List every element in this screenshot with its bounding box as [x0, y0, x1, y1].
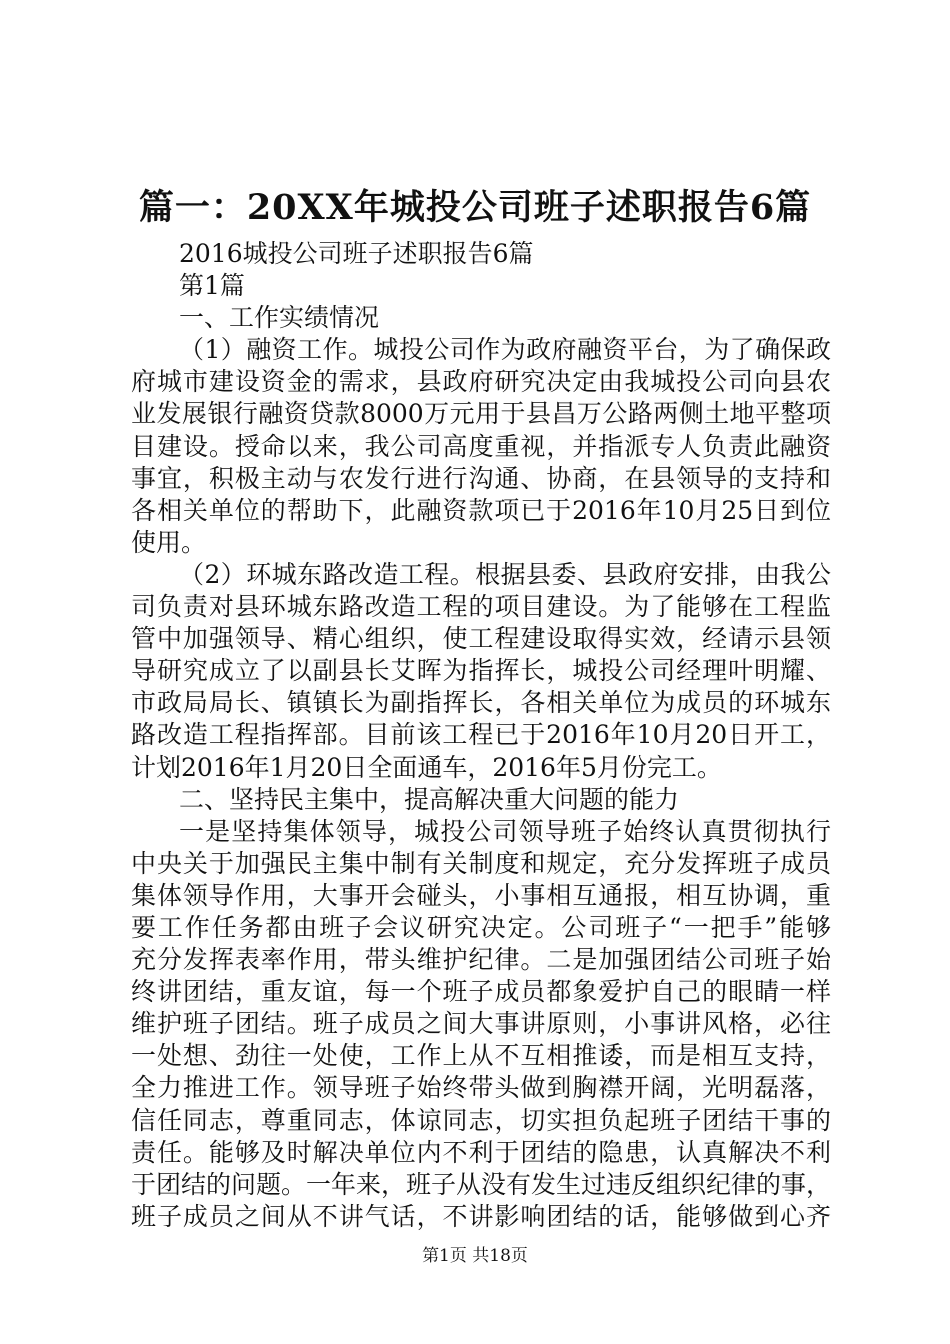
text-line: 一、工作实绩情况	[179, 303, 380, 333]
text-line: 目建设。授命以来，我公司高度重视，并指派专人负责此融资	[131, 431, 831, 461]
text-line: 管中加强领导、精心组织，使工程建设取得实效，经请示县领	[131, 624, 831, 654]
text-line: 第1篇	[179, 271, 245, 301]
text-line: 责任。能够及时解决单位内不利于团结的隐患，认真解决不利	[131, 1137, 831, 1167]
text-line: 一处想、劲往一处使，工作上从不互相推诿，而是相互支持，	[131, 1041, 831, 1071]
text-line: 集体领导作用，大事开会碰头，小事相互通报，相互协调，重	[131, 880, 831, 910]
text-line: 府城市建设资金的需求，县政府研究决定由我城投公司向县农	[131, 367, 831, 397]
text-line: 使用。	[131, 527, 207, 557]
text-line: 各相关单位的帮助下，此融资款项已于2016年10月25日到位	[131, 495, 831, 525]
text-line: 要工作任务都由班子会议研究决定。公司班子“一把手”能够	[131, 912, 831, 942]
document-body	[131, 238, 831, 1233]
page-footer: 第1页 共18页	[422, 1246, 528, 1266]
text-line: 计划2016年1月20日全面通车，2016年5月份完工。	[131, 752, 722, 782]
text-line: 路改造工程指挥部。目前该工程已于2016年10月20日开工，	[131, 720, 831, 750]
text-line: 信任同志，尊重同志，体谅同志，切实担负起班子团结干事的	[131, 1105, 831, 1135]
text-line: 2016城投公司班子述职报告6篇	[179, 239, 534, 268]
text-line: 导研究成立了以副县长艾晖为指挥长，城投公司经理叶明耀、	[131, 656, 831, 686]
text-line: 业发展银行融资贷款8000万元用于县昌万公路两侧土地平整项	[131, 399, 831, 429]
text-line: （1）融资工作。城投公司作为政府融资平台，为了确保政	[179, 335, 831, 365]
text-line: 市政局局长、镇镇长为副指挥长，各相关单位为成员的环城东	[131, 688, 831, 718]
text-line: 终讲团结，重友谊，每一个班子成员都象爱护自己的眼睛一样	[131, 977, 831, 1007]
text-line: 班子成员之间从不讲气话，不讲影响团结的话，能够做到心齐	[131, 1201, 831, 1231]
text-line: 维护班子团结。班子成员之间大事讲原则，小事讲风格，必往	[131, 1009, 831, 1039]
text-line: 全力推进工作。领导班子始终带头做到胸襟开阔，光明磊落，	[131, 1073, 831, 1103]
text-line: 充分发挥表率作用，带头维护纪律。二是加强团结公司班子始	[131, 945, 831, 975]
text-line: 事宜，积极主动与农发行进行沟通、协商，在县领导的支持和	[131, 463, 831, 493]
document-title: 篇一：20XX年城投公司班子述职报告6篇	[138, 187, 812, 228]
text-line: 二、坚持民主集中，提高解决重大问题的能力	[179, 784, 680, 814]
text-line: 中央关于加强民主集中制有关制度和规定，充分发挥班子成员	[131, 848, 831, 878]
text-line: 司负责对县环城东路改造工程的项目建设。为了能够在工程监	[131, 592, 831, 622]
text-line: （2）环城东路改造工程。根据县委、县政府安排，由我公	[179, 559, 831, 589]
text-line: 于团结的问题。一年来，班子从没有发生过违反组织纪律的事，	[131, 1169, 831, 1199]
text-line: 一是坚持集体领导，城投公司领导班子始终认真贯彻执行	[179, 816, 831, 846]
